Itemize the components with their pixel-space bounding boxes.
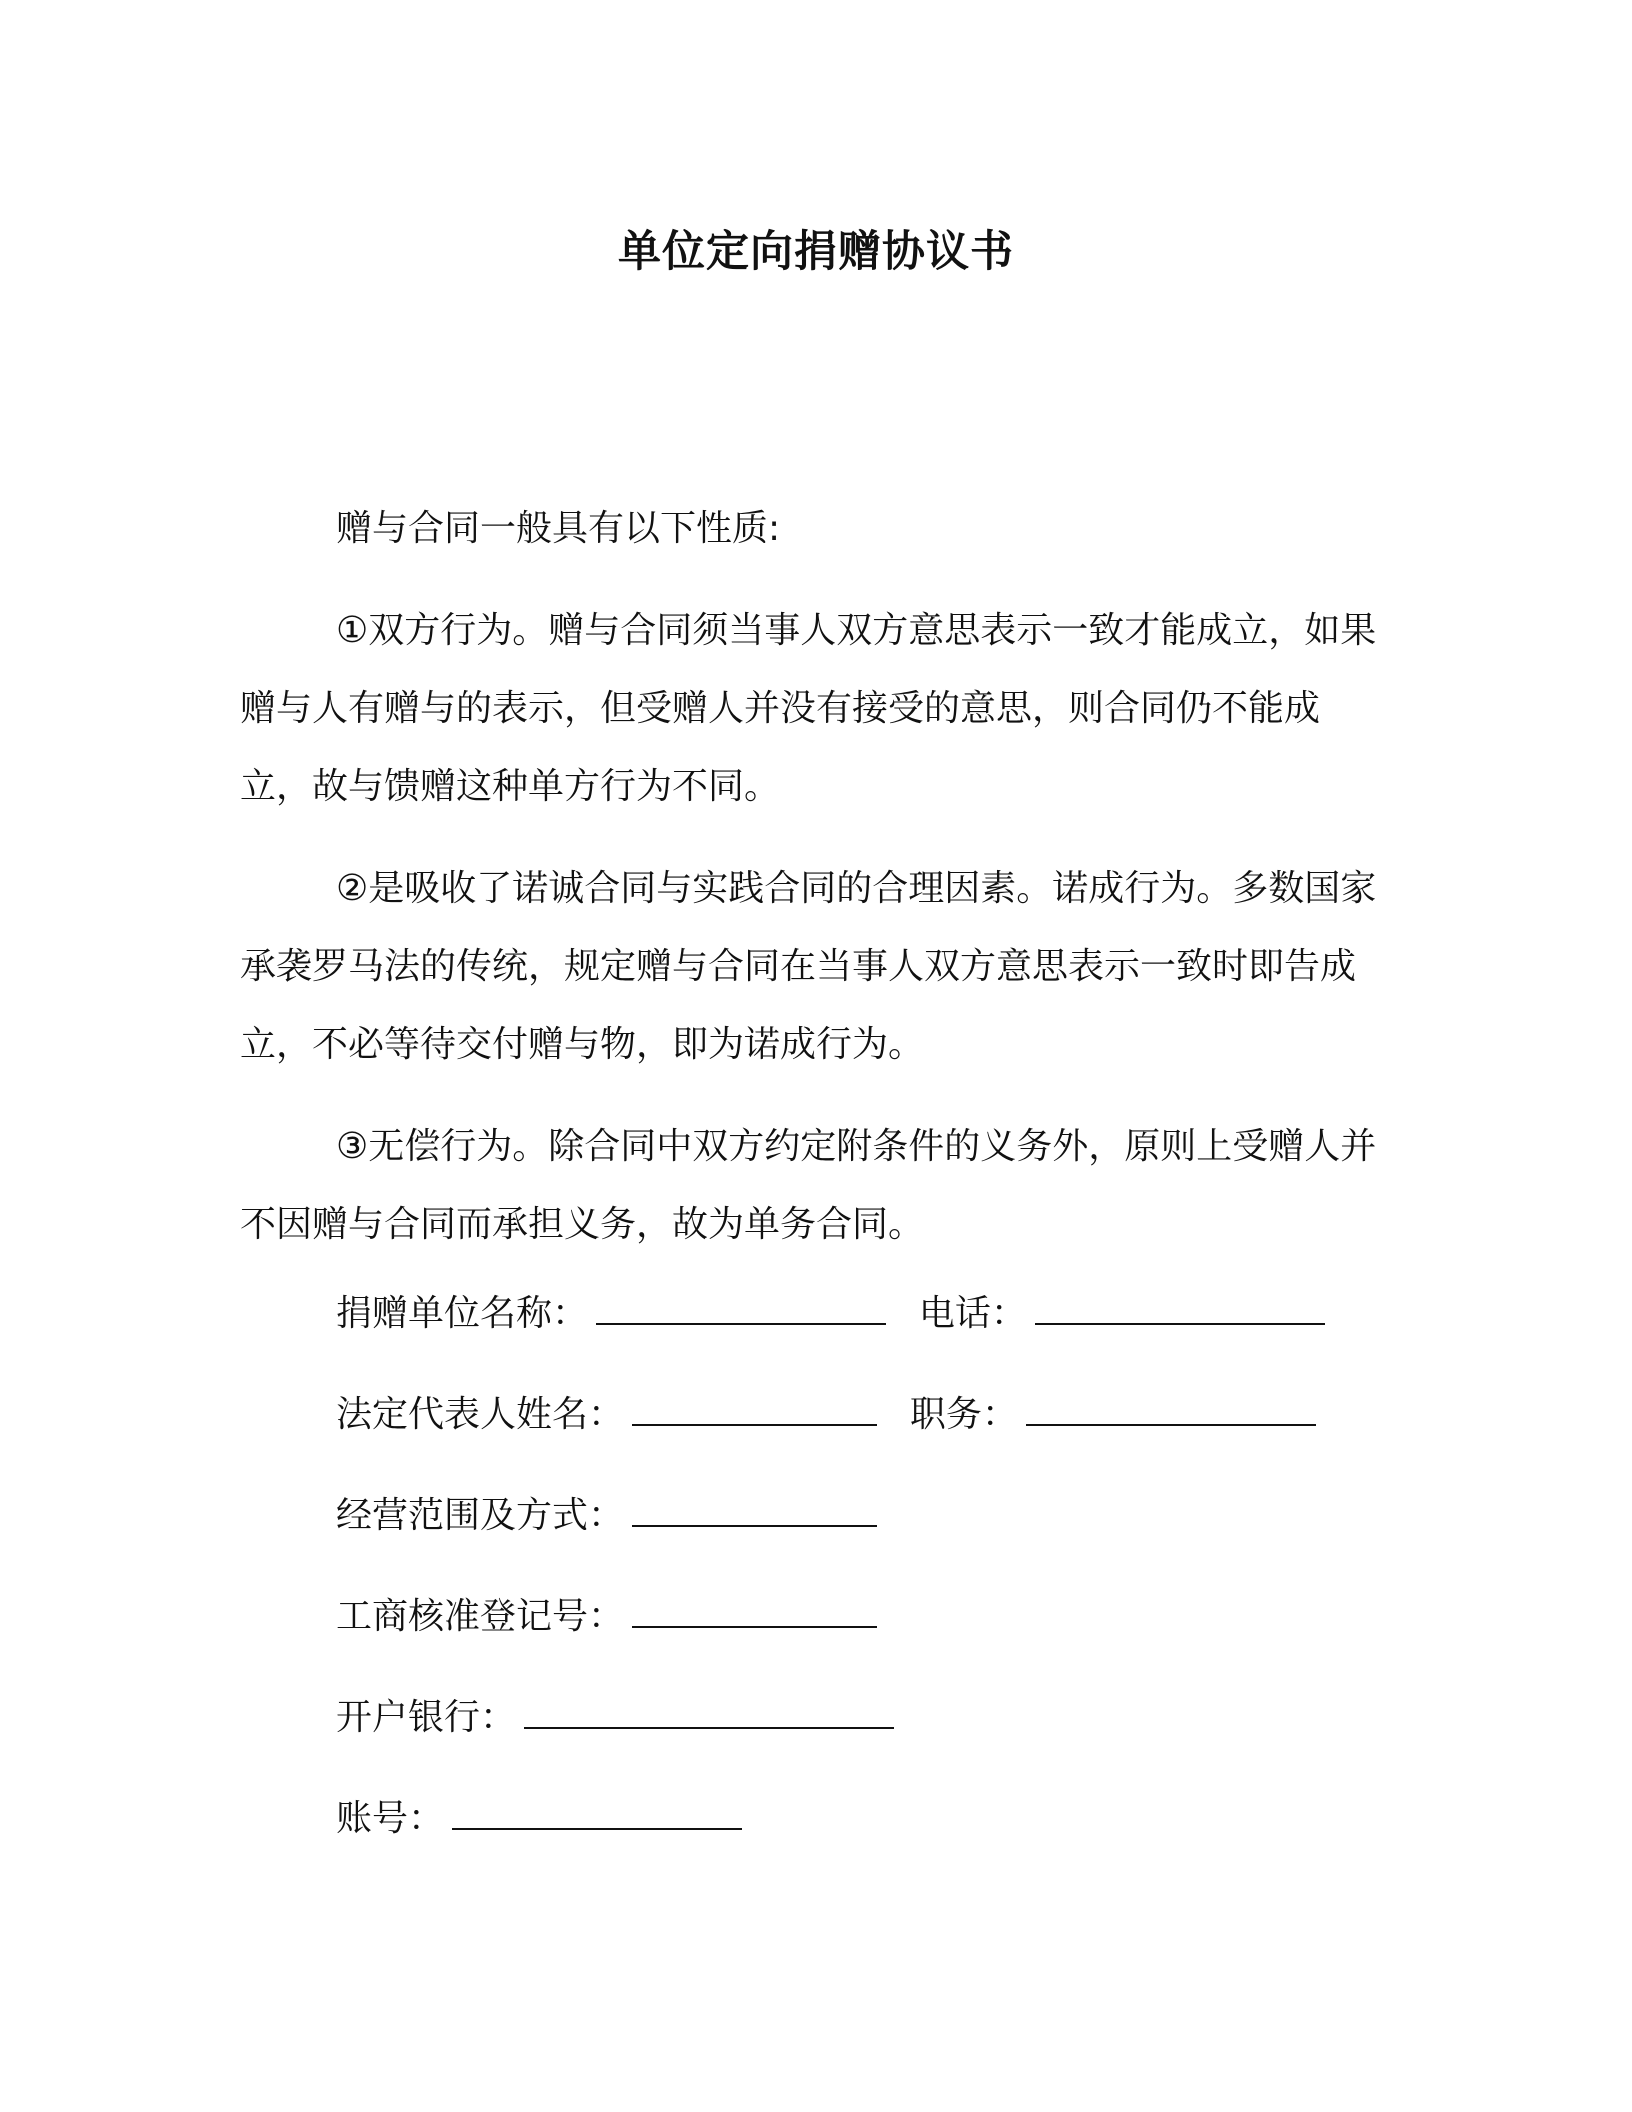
document-body [240, 490, 1390, 1288]
field-row-legal-rep [336, 1386, 1325, 1487]
bank-blank[interactable] [524, 1689, 894, 1729]
document-title: 单位定向捐赠协议书 [618, 227, 1014, 277]
position-blank[interactable] [1026, 1386, 1316, 1426]
phone-label: 电话： [918, 1293, 1027, 1334]
business-scope-blank[interactable] [632, 1487, 877, 1527]
business-scope-label: 经营范围及方式： [336, 1495, 625, 1536]
field-row-registration [336, 1588, 1325, 1689]
paragraph-3: ③无偿行为。除合同中双方约定附条件的义务外，原则上受赠人并不因赠与合同而承担义务，故为单务合同。 [240, 1126, 1377, 1245]
donor-name-blank[interactable] [596, 1285, 886, 1325]
paragraph-2: ②是吸收了诺诚合同与实践合同的合理因素。诺成行为。多数国家承袭罗马法的传统，规定赠与合同在当事人双方意思表示一致时即告成立，不必等待交付赠与物，即为诺成行为。 [240, 868, 1377, 1065]
account-blank[interactable] [452, 1790, 742, 1830]
legal-rep-label: 法定代表人姓名： [336, 1394, 625, 1435]
field-row-business-scope [336, 1487, 1325, 1588]
bank-label: 开户银行： [336, 1697, 517, 1738]
form-fields [336, 1285, 1325, 1891]
phone-blank[interactable] [1035, 1285, 1325, 1325]
account-label: 账号： [336, 1798, 445, 1839]
paragraph-1: ①双方行为。赠与合同须当事人双方意思表示一致才能成立，如果赠与人有赠与的表示，但受赠人并没有接受的意思，则合同仍不能成立，故与馈赠这种单方行为不同。 [240, 610, 1377, 807]
field-row-account [336, 1790, 1325, 1891]
registration-label: 工商核准登记号： [336, 1596, 625, 1637]
position-label: 职务： [909, 1394, 1018, 1435]
registration-blank[interactable] [632, 1588, 877, 1628]
intro-paragraph: 赠与合同一般具有以下性质: [336, 508, 781, 549]
donor-name-label: 捐赠单位名称： [336, 1293, 589, 1334]
field-row-donor [336, 1285, 1325, 1386]
legal-rep-blank[interactable] [632, 1386, 877, 1426]
field-row-bank [336, 1689, 1325, 1790]
